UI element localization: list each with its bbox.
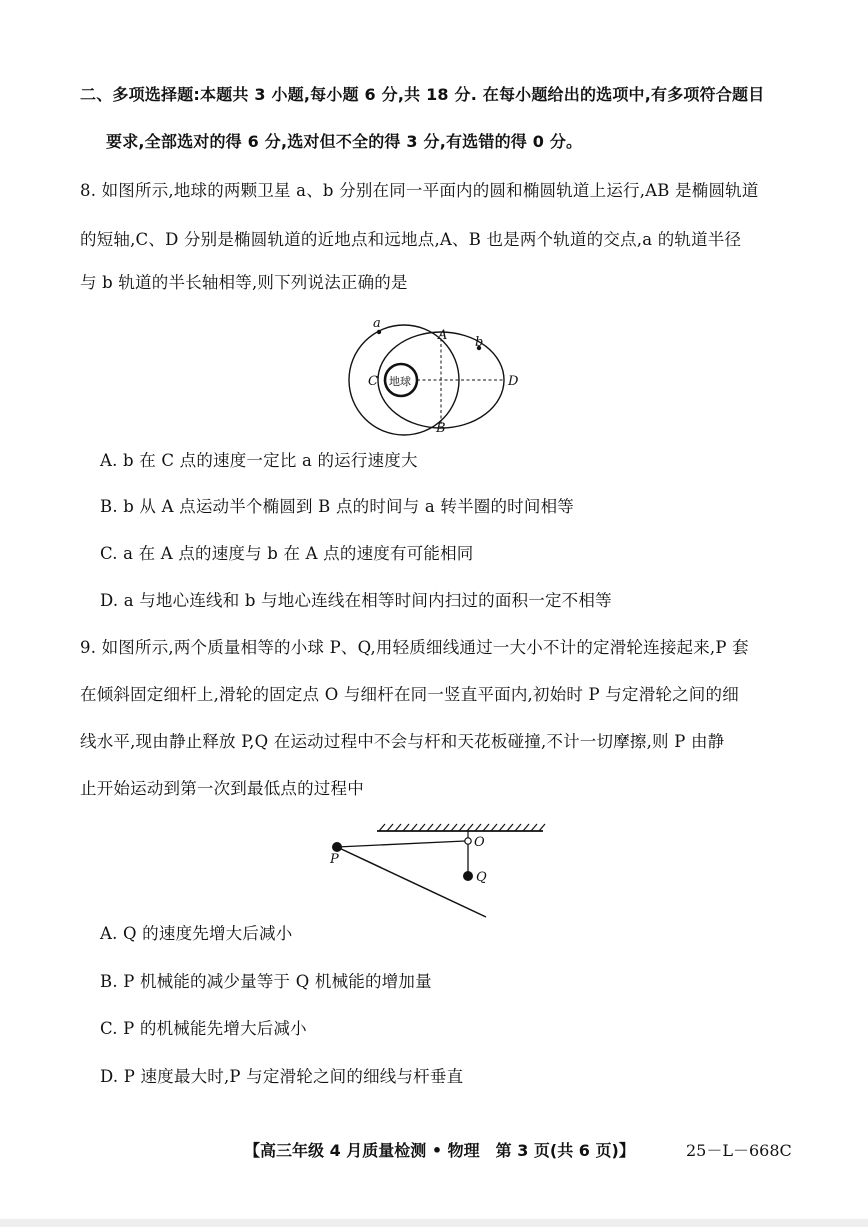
- label-a: a: [373, 316, 381, 331]
- q9-pulley-figure: [325, 818, 555, 923]
- label-B: B: [436, 421, 446, 436]
- inclined-rod: [337, 847, 486, 917]
- string-horizontal: [337, 841, 465, 847]
- page-footer-code: 25－L－668C: [686, 1141, 792, 1160]
- bottom-edge: [0, 1219, 868, 1227]
- ball-q: [463, 871, 473, 881]
- q8-stem-line2: 的短轴,C、D 分别是椭圆轨道的近地点和远地点,A、B 也是两个轨道的交点,a 的轨道半径: [80, 230, 742, 249]
- section-title-line2: 要求,全部选对的得 6 分,选对但不全的得 3 分,有选错的得 0 分。: [106, 132, 583, 151]
- q8-option-b: B. b 从 A 点运动半个椭圆到 B 点的时间与 a 转半圈的时间相等: [100, 497, 574, 516]
- q9-option-d: D. P 速度最大时,P 与定滑轮之间的细线与杆垂直: [100, 1067, 464, 1086]
- q8-stem-line1: 8. 如图所示,地球的两颗卫星 a、b 分别在同一平面内的圆和椭圆轨道上运行,AB 是椭圆轨道: [80, 181, 759, 200]
- label-b: b: [475, 335, 484, 350]
- q9-option-a: A. Q 的速度先增大后减小: [100, 924, 293, 943]
- pulley: [465, 838, 471, 844]
- q9-stem-line4: 止开始运动到第一次到最低点的过程中: [80, 779, 364, 798]
- q9-option-b: B. P 机械能的减少量等于 Q 机械能的增加量: [100, 972, 432, 991]
- q8-option-d: D. a 与地心连线和 b 与地心连线在相等时间内扫过的面积一定不相等: [100, 591, 612, 610]
- label-P: P: [330, 852, 339, 867]
- section-title-line1: 二、多项选择题:本题共 3 小题,每小题 6 分,共 18 分. 在每小题给出的选项中,有多项符合题目: [80, 85, 765, 104]
- label-C: C: [368, 374, 378, 389]
- label-O: O: [474, 835, 485, 850]
- ball-p: [332, 842, 342, 852]
- label-A: A: [438, 328, 448, 343]
- q8-option-c: C. a 在 A 点的速度与 b 在 A 点的速度有可能相同: [100, 544, 474, 563]
- page-footer-title: 【高三年级 4 月质量检测 • 物理 第 3 页(共 6 页)】: [244, 1141, 635, 1160]
- label-earth: 地球: [389, 375, 411, 388]
- q9-stem-line3: 线水平,现由静止释放 P,Q 在运动过程中不会与杆和天花板碰撞,不计一切摩擦,则 P 由静: [80, 732, 725, 751]
- q8-orbit-figure: [330, 310, 530, 440]
- q8-option-a: A. b 在 C 点的速度一定比 a 的运行速度大: [100, 451, 418, 470]
- ceiling-hatch: [379, 824, 545, 831]
- label-D: D: [508, 374, 519, 389]
- q9-option-c: C. P 的机械能先增大后减小: [100, 1019, 307, 1038]
- q9-stem-line2: 在倾斜固定细杆上,滑轮的固定点 O 与细杆在同一竖直平面内,初始时 P 与定滑轮之间的细: [80, 685, 739, 704]
- q8-stem-line3: 与 b 轨道的半长轴相等,则下列说法正确的是: [80, 273, 408, 292]
- label-Q: Q: [476, 870, 487, 885]
- q9-stem-line1: 9. 如图所示,两个质量相等的小球 P、Q,用轻质细线通过一大小不计的定滑轮连接起来,P 套: [80, 638, 749, 657]
